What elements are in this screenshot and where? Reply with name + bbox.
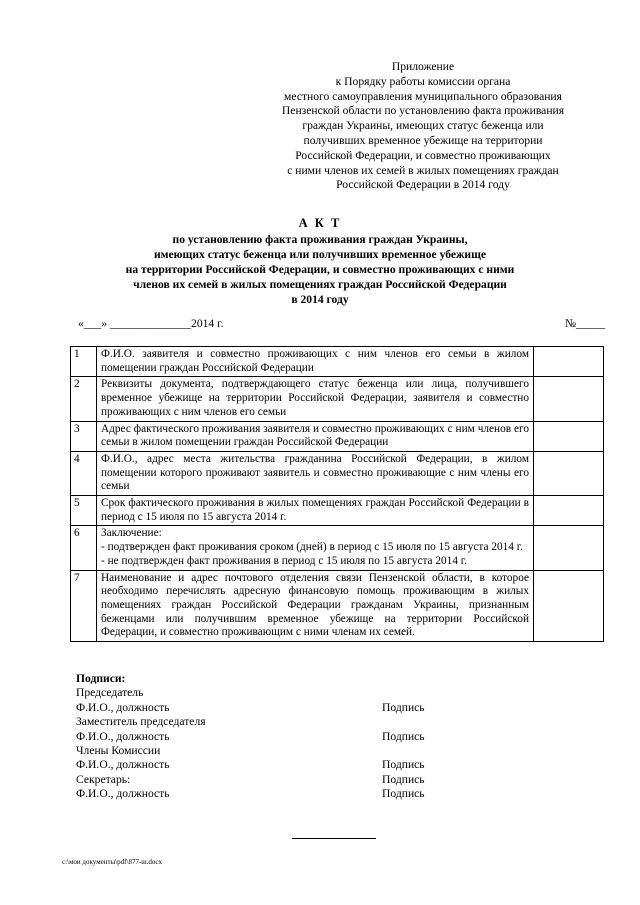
row-text: Наименование и адрес почтового отделения связи Пензенской области, в которое необходимо перечислять адресную финансовую помощь проживающим в жилых помещениях граждан Российской Федерации гражданам Украины, признанным беженцами или получившим временное убежище на территории Российской Федерации, и совместно проживающим с ними членам их семей. (101, 571, 529, 639)
appendix-line: Российской Федерации в 2014 году (336, 178, 510, 192)
appendix-line: к Порядку работы комиссии органа (335, 74, 511, 88)
signature-row (76, 787, 496, 801)
row-number: 5 (71, 496, 97, 526)
row-text: Ф.И.О., адрес места жительства гражданина Российской Федерации, в жилом помещении которого проживают заявитель и совместно проживающие с ним члены его семьи (101, 452, 529, 493)
row-text: Адрес фактического проживания заявителя и совместно проживающих с ним членов его семьи в жилом помещении граждан Российской Федерации (101, 422, 529, 449)
signatory-label: Ф.И.О., должность (76, 700, 170, 714)
signatures-section (76, 672, 496, 802)
row-description (97, 570, 534, 642)
act-title-block (60, 216, 580, 307)
row-value-cell (534, 451, 604, 495)
signature-label: Подпись (382, 729, 425, 743)
act-subtitle-line: имеющих статус беженца или получивших временное убежище (153, 248, 487, 261)
row-description (97, 421, 534, 451)
signature-row (76, 773, 496, 787)
row-value-cell (534, 526, 604, 570)
signature-label: Подпись (382, 787, 425, 801)
row-number: 6 (71, 526, 97, 570)
appendix-line: с ними членов их семей в жилых помещениях граждан (287, 163, 559, 177)
signatory-label: Ф.И.О., должность (76, 729, 170, 743)
row-value-cell (534, 496, 604, 526)
appendix-line: местного самоуправления муниципального образования (284, 89, 562, 103)
row-number: 1 (71, 347, 97, 377)
table-row (71, 496, 604, 526)
signatory-label: Заместитель председателя (76, 715, 206, 729)
row-description (97, 526, 534, 570)
row-description (97, 347, 534, 377)
table-row (71, 347, 604, 377)
signature-row (76, 701, 496, 715)
act-subtitle-line: по установлению факта проживания граждан Украины, (172, 233, 468, 246)
signatory-label: Секретарь: (76, 772, 131, 786)
appendix-line: получивших временное убежище на территории (303, 133, 543, 147)
signature-label: Подпись (382, 700, 425, 714)
row-text: Срок фактического проживания в жилых помещениях граждан Российской Федерации в период с 15 июля по 15 августа 2014 г. (101, 497, 529, 523)
signature-row (76, 758, 496, 772)
appendix-line: граждан Украины, имеющих статус беженца или (302, 119, 544, 133)
signatory-label: Ф.И.О., должность (76, 758, 170, 772)
table-row (71, 526, 604, 570)
signatures-heading: Подписи: (76, 672, 126, 685)
row-text: Реквизиты документа, подтверждающего статус беженца или лица, получившего временное убежище на территории Российской Федерации, заявителя и совместно проживающих с ним членов его семьи (101, 378, 529, 418)
signature-row (76, 715, 496, 729)
footer-file-path: c:\мои документы\pdf\877-ш.docx (62, 858, 163, 866)
act-title: А К Т (298, 216, 342, 230)
row-text: - не подтвержден факт проживания в период с 15 июля по 15 августа 2014 г. (101, 554, 467, 567)
appendix-header (258, 60, 588, 193)
table-row (71, 451, 604, 495)
act-table (70, 346, 604, 642)
signature-row (76, 730, 496, 744)
signature-row (76, 744, 496, 758)
table-row (71, 377, 604, 421)
appendix-line: Пензенской области по установлению факта проживания (281, 104, 565, 118)
appendix-line: Приложение (391, 60, 455, 73)
row-value-cell (534, 421, 604, 451)
row-number: 7 (71, 570, 97, 642)
signatory-label: Председатель (76, 686, 144, 700)
act-number-field: №_____ (564, 317, 605, 330)
row-number: 2 (71, 377, 97, 421)
table-row (71, 570, 604, 642)
date-number-row (78, 317, 605, 333)
act-subtitle-line: на территории Российской Федерации, и совместно проживающих с ними (125, 263, 515, 276)
row-value-cell (534, 347, 604, 377)
row-description (97, 451, 534, 495)
row-value-cell (534, 377, 604, 421)
row-description (97, 377, 534, 421)
signature-row (76, 686, 496, 700)
row-text: - подтвержден факт проживания сроком (дней) в период с 15 июля по 15 августа 2014 г. (101, 541, 523, 554)
row-number: 3 (71, 421, 97, 451)
act-subtitle-line: членов их семей в жилых помещениях граждан Российской Федерации (133, 278, 507, 291)
row-text: Заключение: (101, 527, 162, 540)
signature-label: Подпись (382, 758, 425, 772)
signature-label: Подпись (382, 772, 425, 786)
appendix-line: Российской Федерации, и совместно проживающих (295, 148, 551, 162)
row-description (97, 496, 534, 526)
table-row (71, 421, 604, 451)
signatory-label: Члены Комиссии (76, 743, 161, 757)
row-value-cell (534, 570, 604, 642)
act-subtitle-line: в 2014 году (291, 293, 349, 306)
date-field: «___» ______________2014 г. (78, 317, 224, 330)
row-text: Ф.И.О. заявителя и совместно проживающих с ним членов его семьи в жилом помещении граждан Российской Федерации (101, 348, 529, 374)
bottom-divider (292, 838, 376, 839)
signatory-label: Ф.И.О., должность (76, 787, 170, 801)
row-number: 4 (71, 451, 97, 495)
